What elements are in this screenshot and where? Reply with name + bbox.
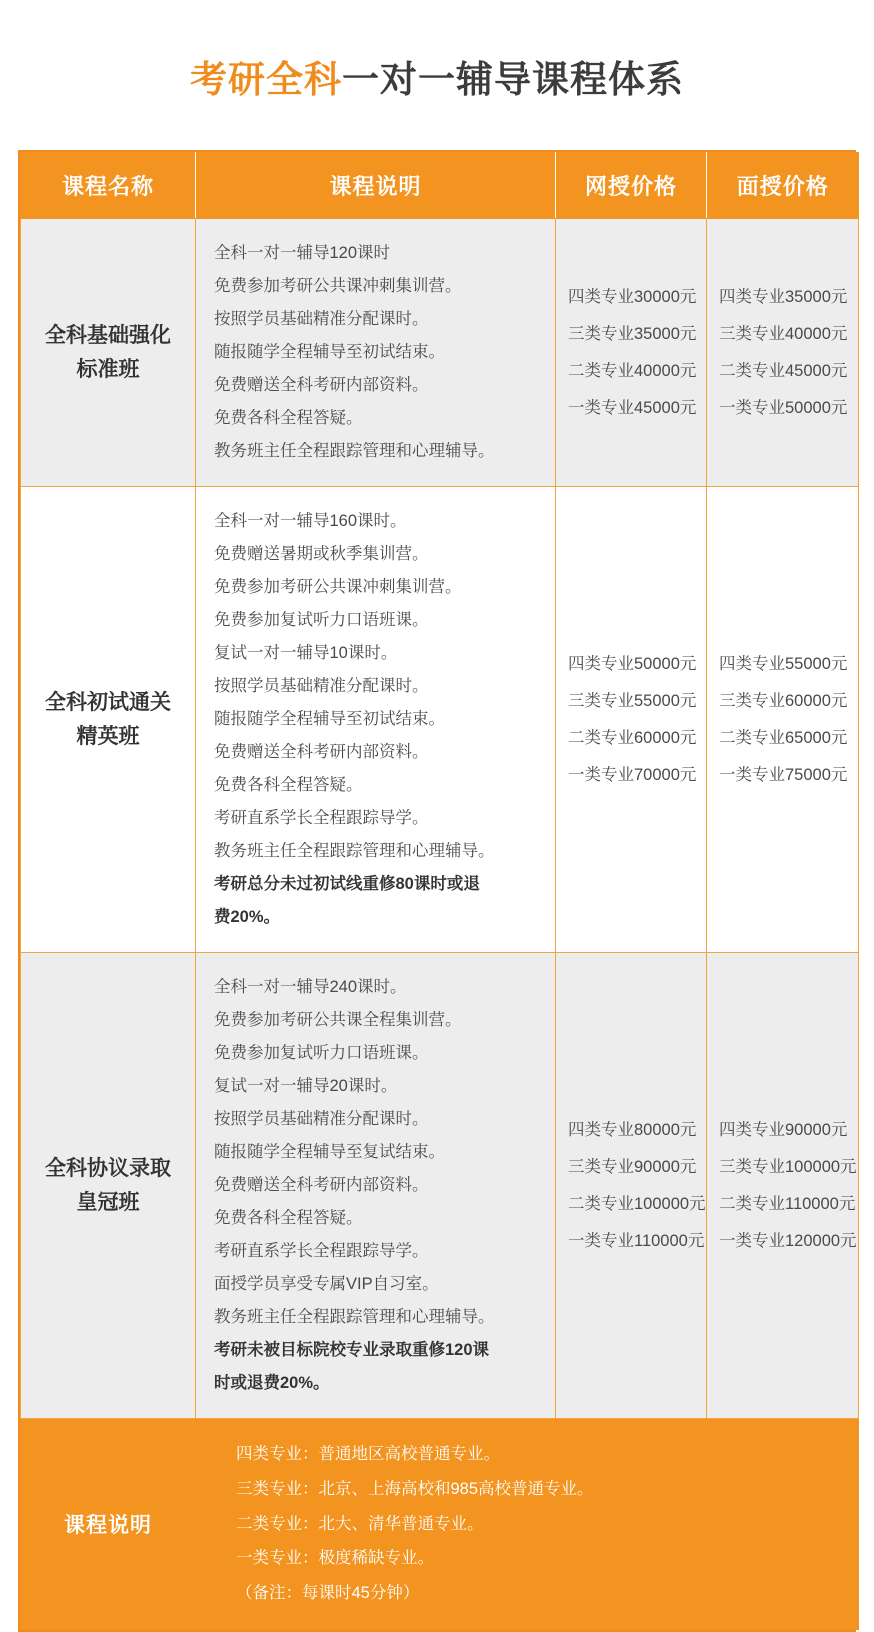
offline-price-cell	[707, 219, 859, 487]
desc-line: 免费各科全程答疑。	[214, 409, 363, 428]
desc-line-bold: 时或退费20%。	[214, 1374, 330, 1393]
price-line: 三类专业55000元	[568, 691, 697, 710]
course-table	[20, 152, 859, 1629]
desc-line: 全科一对一辅导120课时	[214, 244, 391, 263]
page-title-dark: 一对一辅导课程体系	[342, 59, 684, 100]
desc-line-bold: 费20%。	[214, 908, 281, 927]
desc-line: 免费参加考研公共课全程集训营。	[214, 1011, 462, 1030]
offline-price-cell	[707, 487, 859, 953]
desc-line: 复试一对一辅导20课时。	[214, 1077, 398, 1096]
price-line: 三类专业60000元	[719, 691, 848, 710]
desc-line: 考研直系学长全程跟踪导学。	[214, 809, 429, 828]
page-title-accent: 考研全科	[190, 59, 342, 100]
course-description-cell	[196, 487, 556, 953]
course-name-line1: 全科协议录取	[45, 1157, 171, 1181]
desc-line: 免费参加复试听力口语班课。	[214, 611, 429, 630]
price-line: 四类专业35000元	[719, 287, 848, 306]
desc-line: 全科一对一辅导240课时。	[214, 978, 407, 997]
desc-line: 教务班主任全程跟踪管理和心理辅导。	[214, 1308, 495, 1327]
desc-line: 免费赠送全科考研内部资料。	[214, 376, 429, 395]
table-row	[21, 953, 859, 1419]
price-line: 三类专业35000元	[568, 324, 697, 343]
desc-line: 教务班主任全程跟踪管理和心理辅导。	[214, 442, 495, 461]
desc-line: 免费赠送全科考研内部资料。	[214, 1176, 429, 1195]
price-line: 三类专业100000元	[719, 1157, 857, 1176]
course-name-cell	[21, 219, 196, 487]
online-price-cell	[556, 487, 707, 953]
price-line: 二类专业65000元	[719, 728, 848, 747]
course-name-line2: 精英班	[76, 724, 140, 748]
price-line: 四类专业90000元	[719, 1120, 848, 1139]
desc-line: 免费参加考研公共课冲刺集训营。	[214, 277, 462, 296]
online-price-cell	[556, 219, 707, 487]
price-line: 二类专业60000元	[568, 728, 697, 747]
desc-line: 免费参加考研公共课冲刺集训营。	[214, 578, 462, 597]
price-line: 一类专业75000元	[719, 766, 848, 785]
desc-line: 全科一对一辅导160课时。	[214, 512, 407, 531]
course-description-cell	[196, 219, 556, 487]
price-line: 三类专业40000元	[719, 324, 848, 343]
table-header-row	[21, 153, 859, 219]
course-name-cell	[21, 487, 196, 953]
footer-label-cell: 课程说明	[21, 1419, 196, 1629]
desc-line: 复试一对一辅导10课时。	[214, 644, 398, 663]
price-line: 四类专业30000元	[568, 287, 697, 306]
price-line: 二类专业45000元	[719, 361, 848, 380]
price-line: 二类专业40000元	[568, 361, 697, 380]
price-line: 一类专业70000元	[568, 766, 697, 785]
price-line: 四类专业50000元	[568, 654, 697, 673]
course-name-line1: 全科初试通关	[45, 691, 171, 715]
online-price-cell	[556, 953, 707, 1419]
desc-line: 教务班主任全程跟踪管理和心理辅导。	[214, 842, 495, 861]
column-header-course-name: 课程名称	[21, 153, 196, 219]
course-name-line1: 全科基础强化	[45, 324, 171, 348]
column-header-course-desc: 课程说明	[196, 153, 556, 219]
footer-note-line: 一类专业：极度稀缺专业。	[236, 1549, 434, 1568]
table-row	[21, 487, 859, 953]
price-line: 三类专业90000元	[568, 1157, 697, 1176]
price-line: 二类专业100000元	[568, 1194, 706, 1213]
desc-line-bold: 考研未被目标院校专业录取重修120课	[214, 1341, 490, 1360]
footer-note-line: （备注：每课时45分钟）	[236, 1583, 420, 1602]
price-line: 二类专业110000元	[719, 1194, 856, 1213]
column-header-online-price: 网授价格	[556, 153, 707, 219]
footer-note-line: 三类专业：北京、上海高校和985高校普通专业。	[236, 1480, 594, 1499]
price-line: 一类专业120000元	[719, 1232, 857, 1251]
desc-line: 免费赠送全科考研内部资料。	[214, 743, 429, 762]
desc-line: 免费各科全程答疑。	[214, 776, 363, 795]
desc-line: 考研直系学长全程跟踪导学。	[214, 1242, 429, 1261]
desc-line: 免费各科全程答疑。	[214, 1209, 363, 1228]
course-name-line2: 皇冠班	[76, 1190, 140, 1214]
course-description-cell	[196, 953, 556, 1419]
course-name-line2: 标准班	[76, 357, 140, 381]
footer-notes-cell	[196, 1419, 859, 1629]
price-line: 一类专业110000元	[568, 1232, 705, 1251]
table-body	[21, 219, 859, 1629]
desc-line: 免费参加复试听力口语班课。	[214, 1044, 429, 1063]
desc-line-bold: 考研总分未过初试线重修80课时或退	[214, 875, 480, 894]
column-header-offline-price: 面授价格	[707, 153, 859, 219]
desc-line: 随报随学全程辅导至复试结束。	[214, 1143, 445, 1162]
footer-note-line: 二类专业：北大、清华普通专业。	[236, 1514, 484, 1533]
table-footer-row	[21, 1419, 859, 1629]
footer-note-line: 四类专业：普通地区高校普通专业。	[236, 1445, 500, 1464]
price-line: 四类专业55000元	[719, 654, 848, 673]
course-name-cell	[21, 953, 196, 1419]
page-title	[0, 0, 874, 102]
desc-line: 随报随学全程辅导至初试结束。	[214, 343, 445, 362]
desc-line: 免费赠送暑期或秋季集训营。	[214, 545, 429, 564]
desc-line: 按照学员基础精准分配课时。	[214, 677, 429, 696]
course-table-wrapper	[18, 150, 856, 1631]
desc-line: 面授学员享受专属VIP自习室。	[214, 1275, 439, 1294]
desc-line: 按照学员基础精准分配课时。	[214, 310, 429, 329]
table-header	[21, 153, 859, 219]
table-row	[21, 219, 859, 487]
price-line: 一类专业50000元	[719, 399, 848, 418]
desc-line: 随报随学全程辅导至初试结束。	[214, 710, 445, 729]
offline-price-cell	[707, 953, 859, 1419]
price-line: 四类专业80000元	[568, 1120, 697, 1139]
desc-line: 按照学员基础精准分配课时。	[214, 1110, 429, 1129]
price-line: 一类专业45000元	[568, 399, 697, 418]
